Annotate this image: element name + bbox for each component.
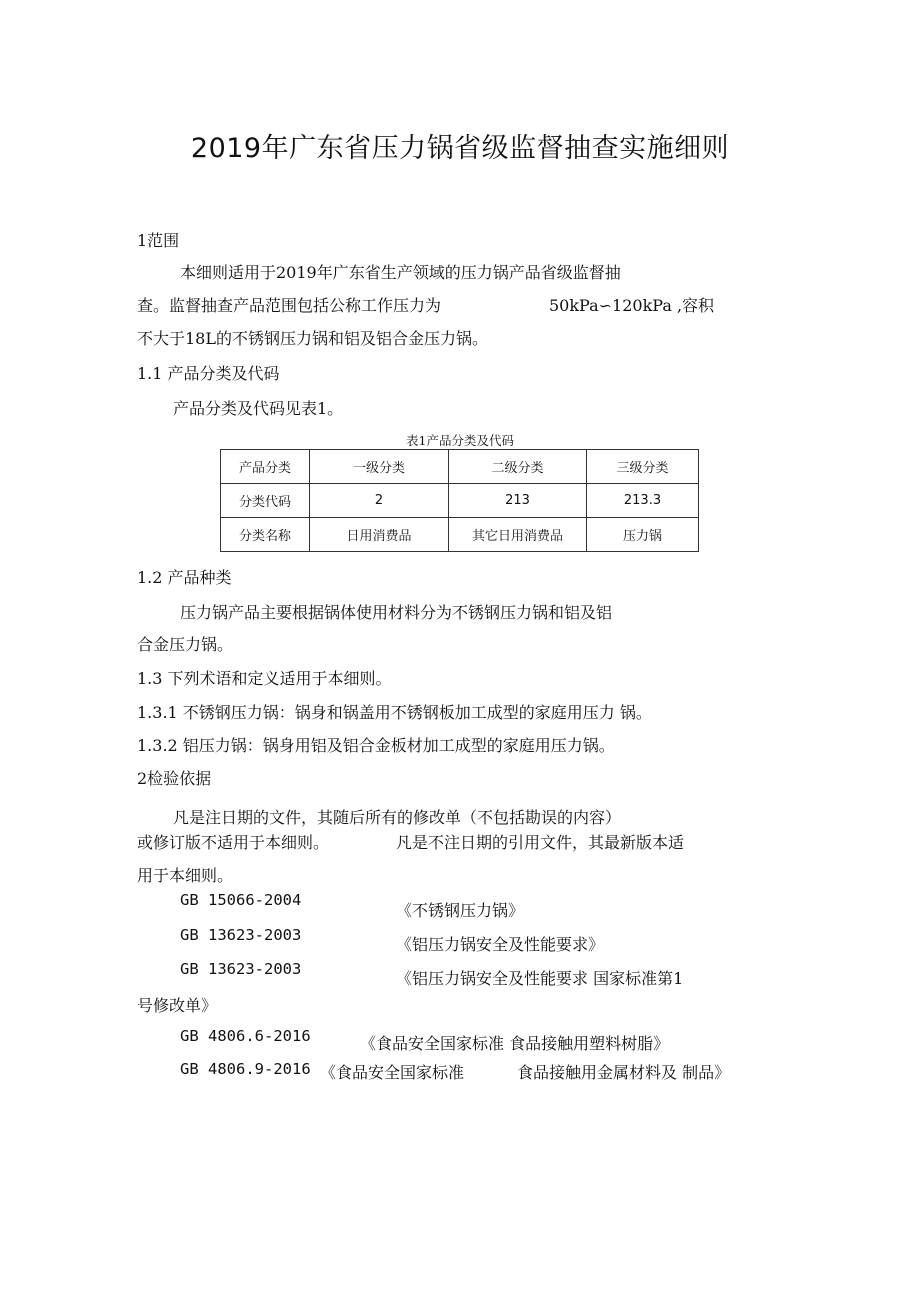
section-heading-1-1: 1.1 产品分类及代码 [137,364,280,383]
table-cell: 分类名称 [221,518,310,552]
standard-name: 《食品安全国家标准 食品接触用塑料树脂》 [360,1034,670,1053]
table-cell: 二级分类 [449,450,587,484]
standard-name-continued: 号修改单》 [137,996,218,1015]
table-row [221,484,699,518]
table-caption: 表1产品分类及代码 [406,433,514,448]
table-row [221,450,699,484]
standard-name: 《铝压力锅安全及性能要求》 [396,935,605,954]
section-heading-1-2: 1.2 产品种类 [137,568,232,587]
paragraph-line: 凡是不注日期的引用文件，其最新版本适 [396,833,685,852]
section-heading-basis: 2检验依据 [137,769,212,788]
table-cell: 日用消费品 [310,518,449,552]
table-cell: 其它日用消费品 [449,518,587,552]
standard-code: GB 15066-2004 [180,891,302,909]
paragraph-line: 产品分类及代码见表1。 [173,399,344,418]
paragraph-line: 用于本细则。 [137,866,234,885]
section-heading-scope: 1范围 [137,231,180,250]
table-cell: 2 [310,484,449,518]
definition-1-3-2: 1.3.2 铝压力锅：锅身用铝及铝合金板材加工成型的家庭用压力锅。 [137,736,615,755]
standard-name: 《铝压力锅安全及性能要求 国家标准第1 [396,969,684,988]
paragraph-line: 凡是注日期的文件，其随后所有的修改单（不包括勘误的内容） [173,808,622,827]
paragraph-line: 压力锅产品主要根据锅体使用材料分为不锈钢压力锅和铝及铝 [180,603,613,622]
paragraph-line: 不大于18L的不锈钢压力锅和铝及铝合金压力锅。 [137,329,488,348]
definition-1-3-1: 1.3.1 不锈钢压力锅：锅身和锅盖用不锈钢板加工成型的家庭用压力 锅。 [137,703,652,722]
table-cell: 213.3 [587,484,699,518]
standard-name: 《食品安全国家标准 [320,1063,465,1082]
product-classification-table [220,449,699,552]
standard-code: GB 4806.9-2016 [180,1060,311,1078]
paragraph-line: 或修订版不适用于本细则。 [137,833,330,852]
standard-name: 《不锈钢压力锅》 [396,901,525,920]
standard-name-continued: 食品接触用金属材料及 制品》 [517,1063,731,1082]
pressure-range: 50kPa∽120kPa ,容积 [549,296,715,315]
standard-code: GB 4806.6-2016 [180,1027,311,1045]
table-row [221,518,699,552]
standard-code: GB 13623-2003 [180,926,302,944]
table-cell: 三级分类 [587,450,699,484]
table-cell: 一级分类 [310,450,449,484]
paragraph-line: 合金压力锅。 [137,635,234,654]
standard-code: GB 13623-2003 [180,960,302,978]
paragraph-line: 查。监督抽查产品范围包括公称工作压力为 [137,296,442,315]
table-cell: 213 [449,484,587,518]
table-cell: 分类代码 [221,484,310,518]
table-cell: 压力锅 [587,518,699,552]
section-heading-1-3: 1.3 下列术语和定义适用于本细则。 [137,669,392,688]
page-title: 2019年广东省压力锅省级监督抽查实施细则 [190,133,730,164]
paragraph-line: 本细则适用于2019年广东省生产领域的压力锅产品省级监督抽 [180,263,621,282]
table-cell: 产品分类 [221,450,310,484]
